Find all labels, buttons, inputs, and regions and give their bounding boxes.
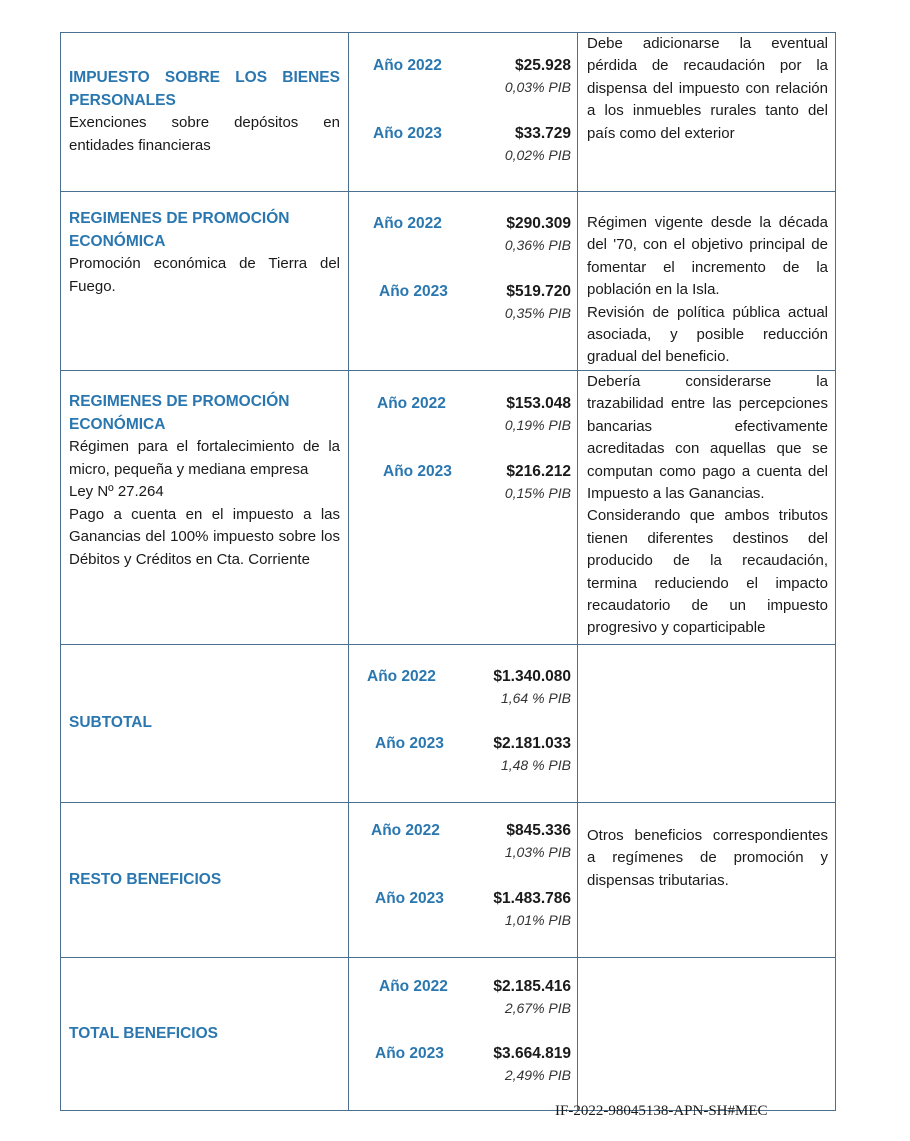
row-title: SUBTOTAL — [69, 714, 152, 732]
obs-line: recaudatorio de un impuesto — [587, 597, 828, 615]
obs-line: computan como pago a cuenta del — [587, 462, 828, 480]
amount-pib: 0,15% PIB — [504, 485, 571, 501]
row-description: Débitos y Créditos en Cta. Corriente — [69, 550, 310, 568]
obs-line: asociada, y posible reducción — [587, 326, 828, 344]
concept-cell — [61, 958, 349, 1111]
amount-pib: 1,03% PIB — [504, 844, 571, 860]
obs-line: a regímenes de promoción y — [587, 849, 828, 867]
table-row — [61, 192, 836, 371]
amount-value: $25.928 — [514, 57, 571, 74]
year-label: Año 2022 — [373, 215, 442, 232]
obs-line: Revisión de política pública actual — [587, 303, 828, 321]
amount-pib: 1,64 % PIB — [500, 690, 571, 706]
year-label: Año 2022 — [377, 395, 446, 412]
amount-value: $3.664.819 — [493, 1045, 571, 1062]
concept-cell — [61, 192, 349, 371]
obs-line: Debe adicionarse la eventual — [587, 35, 828, 52]
row-title: REGIMENES DE PROMOCIÓN — [69, 393, 290, 410]
table-row — [61, 803, 836, 958]
obs-line: Impuesto a las Ganancias. — [587, 485, 765, 503]
amount-2023 — [505, 123, 571, 165]
amounts-cell — [349, 958, 578, 1111]
amounts-cell — [349, 33, 578, 192]
amount-value: $33.729 — [514, 125, 571, 142]
row-description: entidades financieras — [69, 136, 211, 154]
row-description: Promoción económica de Tierra del — [69, 255, 340, 272]
concept-cell — [61, 33, 349, 192]
obs-line: población en la Isla. — [587, 281, 720, 299]
table-row — [61, 645, 836, 803]
row-title: REGIMENES DE PROMOCIÓN — [69, 210, 290, 227]
obs-line: Considerando que ambos tributos — [587, 507, 828, 525]
obs-line: país como del exterior — [587, 124, 735, 142]
obs-line: progresivo y coparticipable — [587, 619, 766, 637]
amount-pib: 0,36% PIB — [504, 237, 571, 253]
obs-line: termina reduciendo el impacto — [587, 574, 828, 592]
amounts-cell — [349, 371, 578, 645]
amount-pib: 1,01% PIB — [504, 912, 571, 928]
amount-value: $2.181.033 — [493, 735, 571, 752]
amount-value: $290.309 — [506, 215, 571, 232]
amount-pib: 0,19% PIB — [504, 417, 571, 433]
year-label: Año 2023 — [375, 735, 444, 752]
amount-2022 — [505, 213, 571, 255]
document-code: IF-2022-98045138-APN-SH#MEC — [555, 1103, 768, 1119]
row-title: TOTAL BENEFICIOS — [69, 1024, 218, 1042]
obs-line: dispensas tributarias. — [587, 871, 729, 889]
amount-value: $1.483.786 — [493, 890, 571, 907]
amount-2022 — [505, 55, 571, 97]
row-description: micro, pequeña y mediana empresa — [69, 460, 309, 478]
obs-line: bancarias efectivamente — [587, 417, 828, 435]
obs-line: acreditadas con aquellas que se — [587, 440, 828, 458]
row-title: IMPUESTO SOBRE LOS BIENES — [69, 69, 340, 86]
amount-2022 — [505, 820, 571, 862]
obs-line: gradual del beneficio. — [587, 348, 730, 366]
amount-value: $216.212 — [506, 463, 571, 480]
amounts-cell — [349, 645, 578, 803]
amount-pib: 2,67% PIB — [504, 1000, 571, 1016]
row-description: Ley Nº 27.264 — [69, 483, 164, 500]
amount-value: $2.185.416 — [493, 978, 571, 995]
table-row — [61, 958, 836, 1111]
amount-2022 — [493, 976, 571, 1018]
row-title: ECONÓMICA — [69, 232, 166, 250]
year-label: Año 2022 — [373, 57, 442, 74]
amount-pib: 2,49% PIB — [504, 1067, 571, 1083]
amounts-cell — [349, 192, 578, 371]
observations-cell — [578, 958, 836, 1111]
amounts-cell — [349, 803, 578, 958]
row-description: Fuego. — [69, 277, 116, 295]
year-label: Año 2023 — [375, 1045, 444, 1062]
amount-2023 — [505, 461, 571, 503]
obs-line: Debería considerarse la — [587, 373, 828, 390]
obs-line: a los inmuebles rurales tanto del — [587, 102, 828, 120]
observations-cell — [578, 645, 836, 803]
concept-cell — [61, 371, 349, 645]
amount-pib: 1,48 % PIB — [500, 757, 571, 773]
concept-cell — [61, 645, 349, 803]
amount-2022 — [505, 393, 571, 435]
amount-2023 — [493, 1043, 571, 1085]
amount-value: $153.048 — [506, 395, 571, 412]
obs-line: Régimen vigente desde la década — [587, 214, 828, 231]
amount-pib: 0,35% PIB — [504, 305, 571, 321]
year-label: Año 2022 — [379, 978, 448, 995]
observations-cell — [578, 192, 836, 371]
obs-line: tienen diferentes destinos del — [587, 529, 828, 547]
obs-line: Otros beneficios correspondientes — [587, 827, 828, 844]
concept-cell — [61, 803, 349, 958]
observations-cell — [578, 803, 836, 958]
row-description: Régimen para el fortalecimiento de la — [69, 438, 340, 455]
amount-2023 — [493, 733, 571, 775]
obs-line: producido de la recaudación, — [587, 552, 828, 570]
amount-value: $845.336 — [506, 822, 571, 839]
row-title: ECONÓMICA — [69, 415, 166, 433]
year-label: Año 2022 — [367, 668, 436, 685]
row-title: PERSONALES — [69, 91, 176, 109]
amount-2023 — [493, 888, 571, 930]
year-label: Año 2023 — [375, 890, 444, 907]
observations-cell — [578, 33, 836, 192]
amount-value: $1.340.080 — [493, 668, 571, 685]
row-description: Ganancias del 100% impuesto sobre los — [69, 528, 340, 545]
amount-pib: 0,02% PIB — [504, 147, 571, 163]
observations-cell — [578, 371, 836, 645]
table-row — [61, 371, 836, 645]
tax-benefits-table — [60, 32, 836, 1111]
row-description: Exenciones sobre depósitos en — [69, 114, 340, 131]
amount-pib: 0,03% PIB — [504, 79, 571, 95]
year-label: Año 2023 — [379, 283, 448, 300]
obs-line: dispensa del impuesto con relación — [587, 79, 828, 97]
row-title: RESTO BENEFICIOS — [69, 870, 222, 888]
obs-line: pérdida de recaudación por la — [587, 57, 828, 75]
year-label: Año 2022 — [371, 822, 440, 839]
amount-value: $519.720 — [506, 283, 571, 300]
obs-line: fomentar el incremento de la — [587, 258, 828, 276]
obs-line: trazabilidad entre las percepciones — [587, 395, 828, 413]
obs-line: del '70, con el objetivo principal de — [587, 236, 828, 254]
table-row — [61, 33, 836, 192]
year-label: Año 2023 — [373, 125, 442, 142]
row-description: Pago a cuenta en el impuesto a las — [69, 505, 340, 523]
amount-2023 — [505, 281, 571, 323]
year-label: Año 2023 — [383, 463, 452, 480]
amount-2022 — [493, 666, 571, 708]
